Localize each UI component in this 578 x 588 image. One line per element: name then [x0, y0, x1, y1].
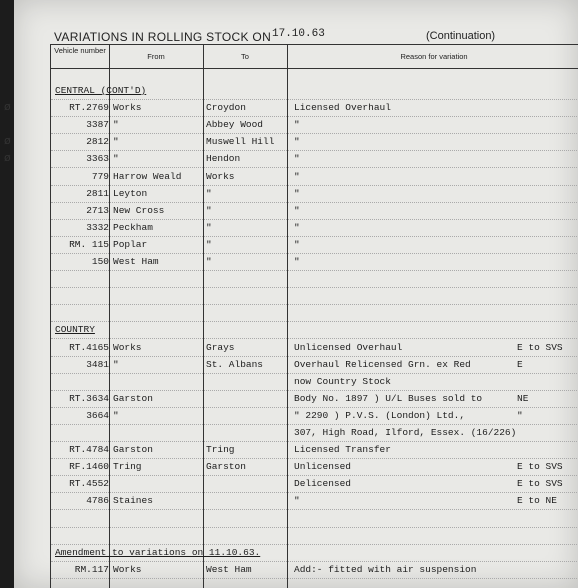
from-cell: " — [113, 153, 119, 165]
vehicle-number-cell: RT.2769 — [69, 102, 109, 114]
vehicle-number-cell: 150 — [91, 256, 109, 267]
vehicle-number-cell: RF.1460 — [69, 461, 109, 473]
from-cell: Peckham — [113, 221, 153, 233]
header-reason: Reason for variation — [400, 52, 468, 61]
vehicle-number-cell: 3387 — [86, 119, 109, 131]
vehicle-number-cell: 779 — [91, 170, 109, 182]
header-divider — [51, 68, 578, 69]
from-cell: Tring — [113, 461, 142, 473]
to-cell: Abbey Wood — [206, 119, 264, 131]
header-from: From — [147, 52, 165, 61]
flag-cell: E — [517, 358, 523, 370]
to-cell: Grays — [206, 341, 235, 353]
to-cell: " — [206, 204, 212, 216]
table-row — [51, 562, 578, 579]
variations-table — [50, 44, 578, 588]
table-row — [51, 305, 578, 322]
flag-cell: E to SVS — [517, 461, 563, 473]
vehicle-number-cell: 3332 — [86, 221, 109, 233]
table-row — [51, 391, 578, 408]
section-heading: CENTRAL (CONT'D) — [55, 85, 147, 96]
reason-cell: Overhaul Relicensed Grn. ex Red — [294, 358, 471, 370]
vehicle-number-cell: RT.4784 — [69, 444, 109, 456]
table-row — [51, 151, 578, 168]
reason-cell: " 2290 ) P.V.S. (London) Ltd., — [294, 409, 466, 421]
table-row — [51, 459, 578, 476]
table-row — [51, 186, 578, 203]
to-cell: Tring — [206, 444, 235, 456]
flag-cell: NE — [517, 392, 529, 404]
from-cell: Staines — [113, 495, 153, 507]
table-row — [51, 288, 578, 305]
table-row — [51, 117, 578, 134]
document-sheet — [14, 0, 578, 588]
reason-cell: " — [294, 187, 300, 199]
vehicle-number-cell: 4786 — [86, 495, 109, 507]
reason-cell: Body No. 1897 ) U/L Buses sold to — [294, 392, 483, 404]
table-row — [51, 408, 578, 425]
from-cell: Garston — [113, 444, 153, 456]
table-row — [51, 493, 578, 510]
table-row — [51, 528, 578, 545]
reason-cell: Licensed Overhaul — [294, 102, 391, 114]
to-cell: Muswell Hill — [206, 136, 275, 148]
reason-cell: " — [294, 495, 300, 507]
from-cell: West Ham — [113, 256, 159, 267]
reason-cell: " — [294, 221, 300, 233]
reason-cell: Add:- fitted with air suspension — [294, 563, 477, 575]
table-row — [51, 237, 578, 254]
scan-edge — [0, 0, 14, 588]
reason-cell: " — [294, 256, 300, 267]
vehicle-number-cell: RT.4552 — [69, 478, 109, 490]
to-cell: St. Albans — [206, 358, 264, 370]
vehicle-number-cell: RT.3634 — [69, 392, 109, 404]
vehicle-number-cell: RM.117 — [74, 563, 109, 575]
section-heading: COUNTRY — [55, 324, 95, 336]
from-cell: " — [113, 119, 119, 131]
margin-mark-icon: ø — [4, 151, 11, 165]
to-cell: Garston — [206, 461, 246, 473]
vehicle-number-cell: RT.4165 — [69, 341, 109, 353]
vehicle-number-cell: 3481 — [86, 358, 109, 370]
to-cell: " — [206, 256, 212, 267]
from-cell: Harrow Weald — [113, 170, 182, 182]
table-row — [51, 511, 578, 528]
reason-cell: now Country Stock — [294, 375, 391, 387]
section-heading: Amendment to variations on 11.10.63. — [55, 546, 261, 558]
from-cell: Poplar — [113, 238, 148, 250]
reason-cell: Unlicensed Overhaul — [294, 341, 403, 353]
table-row — [51, 83, 578, 100]
table-row — [51, 357, 578, 374]
continuation-label: (Continuation) — [426, 30, 496, 42]
table-row — [51, 271, 578, 288]
reason-cell: " — [294, 238, 300, 250]
reason-cell: " — [294, 170, 300, 182]
document-date: 17.10.63 — [272, 28, 325, 40]
reason-cell: Unlicensed — [294, 461, 352, 473]
to-cell: Works — [206, 170, 235, 182]
document-title: VARIATIONS IN ROLLING STOCK ON — [54, 30, 272, 44]
table-row — [51, 340, 578, 357]
table-row — [51, 134, 578, 151]
table-row — [51, 203, 578, 220]
reason-cell: " — [294, 153, 300, 165]
vehicle-number-cell: 2811 — [86, 187, 109, 199]
to-cell: Hendon — [206, 153, 241, 165]
reason-cell: Licensed Transfer — [294, 444, 391, 456]
to-cell: West Ham — [206, 563, 252, 575]
reason-cell: " — [294, 136, 300, 148]
from-cell: Leyton — [113, 187, 148, 199]
table-row — [51, 322, 578, 339]
from-cell: Garston — [113, 392, 153, 404]
table-row — [51, 169, 578, 186]
from-cell: Works — [113, 563, 142, 575]
from-cell: " — [113, 409, 119, 421]
from-cell: " — [113, 358, 119, 370]
to-cell: " — [206, 187, 212, 199]
from-cell: Works — [113, 102, 142, 114]
vehicle-number-cell: RM. 115 — [69, 238, 109, 250]
to-cell: Croydon — [206, 102, 246, 114]
flag-cell: " — [517, 409, 523, 421]
table-row — [51, 254, 578, 271]
from-cell: Works — [113, 341, 142, 353]
flag-cell: E to SVS — [517, 478, 563, 490]
from-cell: New Cross — [113, 204, 165, 216]
table-row — [51, 220, 578, 237]
flag-cell: E to SVS — [517, 341, 563, 353]
margin-mark-icon: ø — [4, 100, 11, 114]
reason-cell: Delicensed — [294, 478, 352, 490]
vehicle-number-cell: 2713 — [86, 204, 109, 216]
table-row — [51, 476, 578, 493]
table-row — [51, 374, 578, 391]
from-cell: " — [113, 136, 119, 148]
vehicle-number-cell: 3363 — [86, 153, 109, 165]
table-row — [51, 442, 578, 459]
table-row — [51, 425, 578, 442]
flag-cell: E to NE — [517, 495, 557, 507]
reason-cell: " — [294, 204, 300, 216]
header-to: To — [241, 52, 249, 61]
table-row — [51, 100, 578, 117]
header-vehicle-number: Vehicle number — [54, 46, 106, 55]
reason-cell: " — [294, 119, 300, 131]
to-cell: " — [206, 221, 212, 233]
table-row — [51, 545, 578, 562]
reason-cell: 307, High Road, Ilford, Essex. (16/226) — [294, 427, 517, 438]
vehicle-number-cell: 2812 — [86, 136, 109, 148]
to-cell: " — [206, 238, 212, 250]
vehicle-number-cell: 3664 — [86, 409, 109, 421]
margin-mark-icon: ø — [4, 134, 11, 148]
